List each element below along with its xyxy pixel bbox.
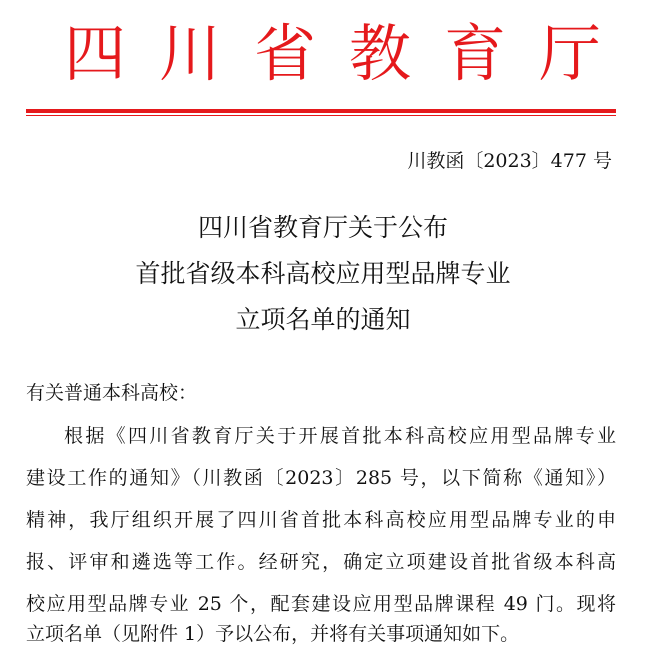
body-text-line: 建设工作的通知》（川教函〔2023〕285 号，以下简称《通知》） (26, 467, 616, 489)
salutation: 有关普通本科高校： (26, 382, 198, 404)
body-text-line: 精神，我厅组织开展了四川省首批本科高校应用型品牌专业的申 (26, 509, 616, 531)
document-title-line: 四川省教育厅关于公布 (197, 213, 448, 242)
document-title-line: 立项名单的通知 (235, 305, 411, 334)
masthead-char: 省 (254, 17, 317, 90)
body-text-line: 立项名单（见附件 1）予以公布，并将有关事项通知如下。 (26, 623, 520, 645)
masthead-char: 教 (349, 17, 412, 90)
masthead-char: 川 (159, 17, 222, 90)
masthead-char: 四 (64, 17, 127, 90)
masthead (0, 14, 646, 94)
body-text-line: 根据《四川省教育厅关于开展首批本科高校应用型品牌专业 (64, 425, 616, 447)
document-title-line: 首批省级本科高校应用型品牌专业 (135, 259, 511, 288)
body-text-line: 报、评审和遴选等工作。经研究，确定立项建设首批省级本科高 (26, 551, 616, 573)
masthead-char: 育 (444, 17, 507, 90)
red-rule-thick (26, 109, 616, 113)
masthead-char: 厅 (539, 17, 602, 90)
document-number: 川教函〔2023〕477 号 (407, 150, 612, 172)
body-text-line: 校应用型品牌专业 25 个，配套建设应用型品牌课程 49 门。现将 (26, 593, 616, 615)
red-rule-thin (26, 115, 616, 116)
